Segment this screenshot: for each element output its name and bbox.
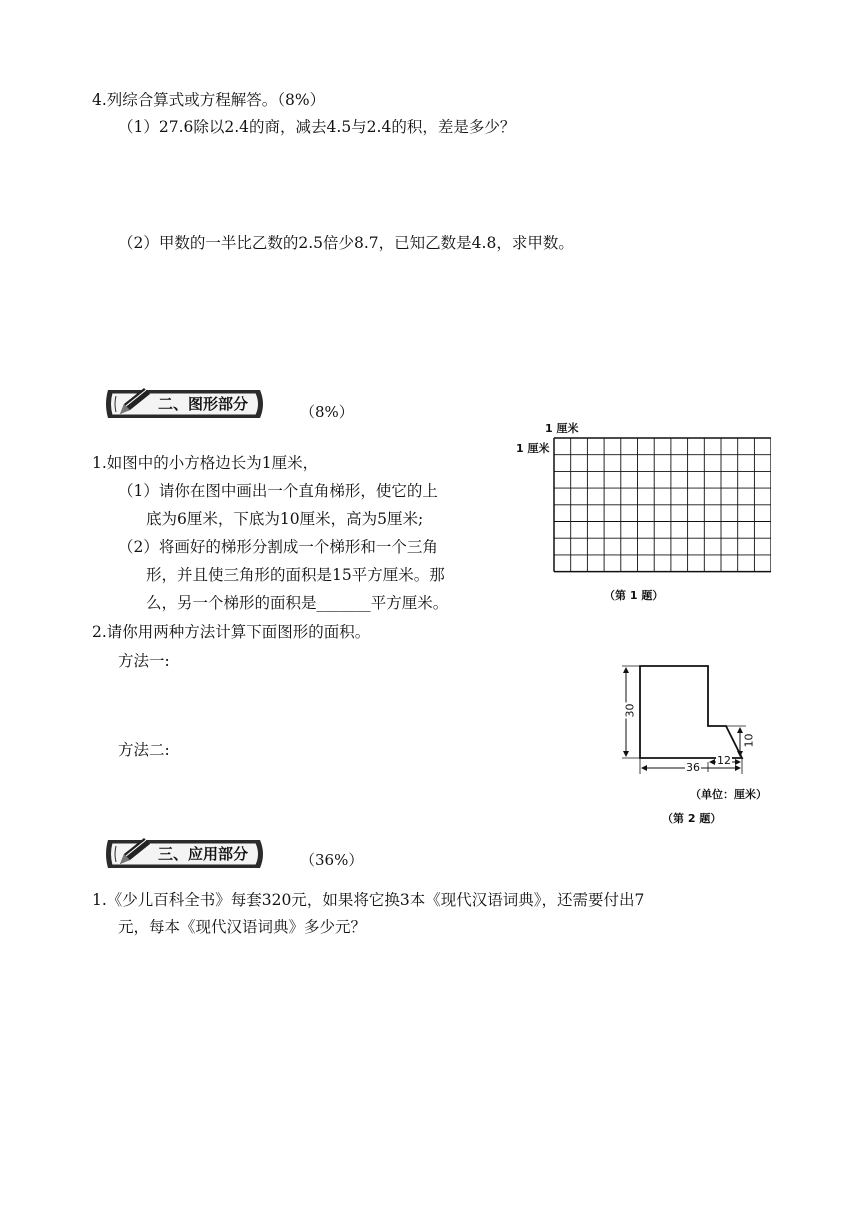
s2-q2-line1: 2.请你用两种方法计算下面图形的面积。 xyxy=(92,623,371,641)
s2-q1-line4: （2）将画好的梯形分割成一个梯形和一个三角 xyxy=(118,538,438,556)
section-2-header xyxy=(100,384,268,424)
dim-height: 30 xyxy=(623,703,637,718)
s2-q1-line3: 底为6厘米，下底为10厘米，高为5厘米; xyxy=(146,510,424,528)
question-4-1: （1）27.6除以2.4的商，减去4.5与2.4的积，差是多少？ xyxy=(118,118,516,136)
dim-bottom: 36 xyxy=(686,761,700,774)
s2-q1-line2: （1）请你在图中画出一个直角梯形，使它的上 xyxy=(118,482,438,500)
section-3-header xyxy=(100,834,268,874)
s3-q1-line2: 元，每本《现代汉语词典》多少元？ xyxy=(118,918,367,936)
grid-caption: （第 1 题） xyxy=(604,589,664,602)
shape-unit-label: （单位：厘米） xyxy=(690,788,767,801)
grid-top-label: 1 厘米 xyxy=(545,422,579,435)
dim-right: 10 xyxy=(742,733,756,748)
s3-q1-line1: 1.《少儿百科全书》每套320元，如果将它换3本《现代汉语词典》，还需要付出7 xyxy=(92,891,645,909)
s2-q1-line1: 1.如图中的小方格边长为1厘米， xyxy=(92,454,319,472)
grid-left-label: 1 厘米 xyxy=(516,442,550,455)
square-grid xyxy=(553,437,771,579)
section-2-title: 二、图形部分 xyxy=(158,395,249,413)
question-4-title: 4.列综合算式或方程解答。（8%） xyxy=(92,91,326,109)
composite-shape-figure xyxy=(618,658,766,778)
s2-q1-line5: 形，并且使三角形的面积是15平方厘米。那 xyxy=(146,566,445,584)
shape-outline xyxy=(640,666,742,758)
s2-q1-line6: 么，另一个梯形的面积是_______平方厘米。 xyxy=(146,594,449,612)
section-3-percent: （36%） xyxy=(300,851,364,869)
shape-caption: （第 2 题） xyxy=(662,812,722,825)
section-3-title: 三、应用部分 xyxy=(158,845,249,863)
method-2-label: 方法二: xyxy=(118,741,170,759)
section-2-percent: （8%） xyxy=(300,403,354,421)
method-1-label: 方法一: xyxy=(118,652,170,670)
question-4-2: （2）甲数的一半比乙数的2.5倍少8.7，已知乙数是4.8，求甲数。 xyxy=(118,234,574,252)
dim-bottom-right: 12 xyxy=(717,754,731,767)
